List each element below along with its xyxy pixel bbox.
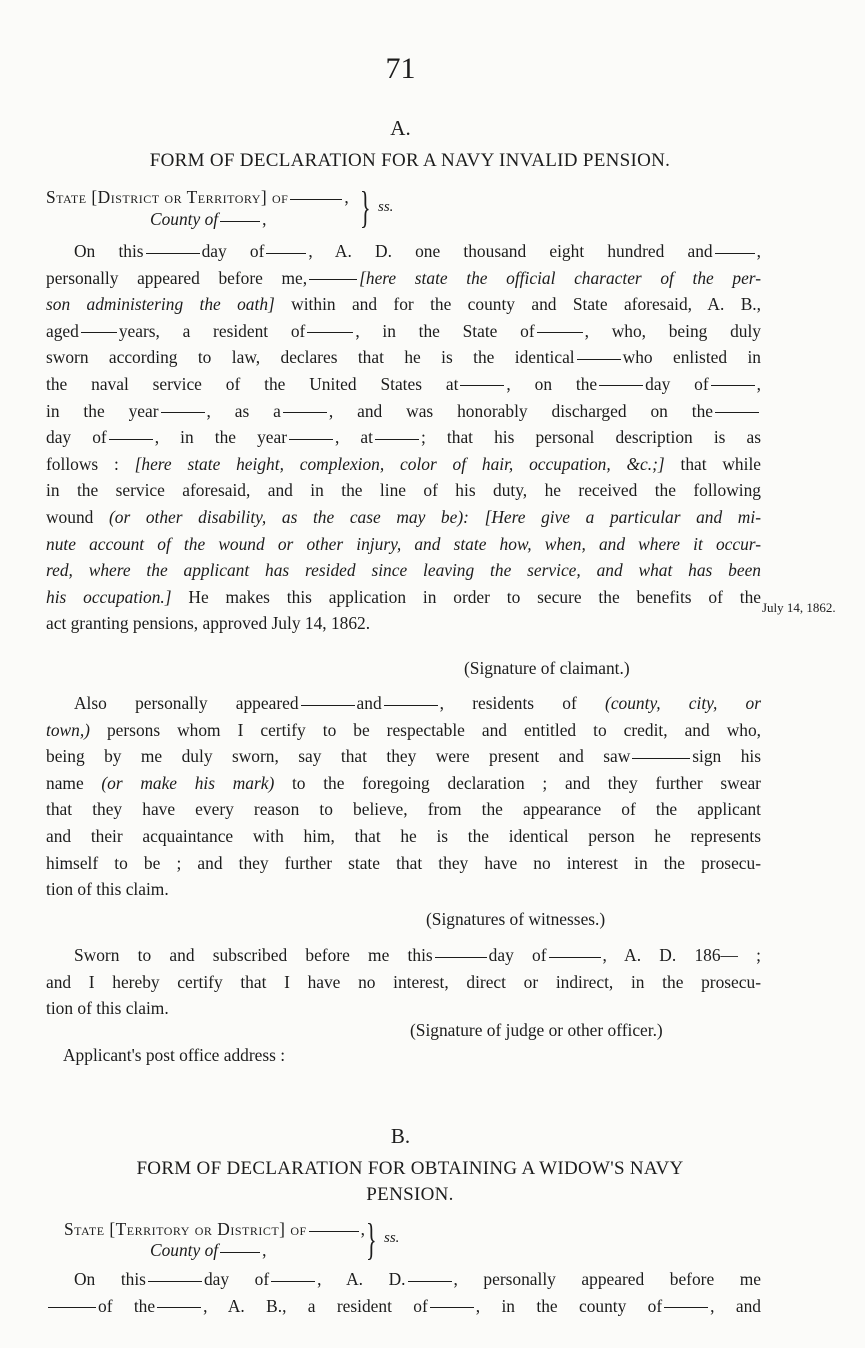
text-line: On this day of , A. D. , personally appeared before me (74, 1269, 761, 1289)
text-line: On this day of , A. D. one thousand eight hundred and , (74, 241, 761, 261)
page-number: 71 (385, 52, 416, 85)
ss-label: ss. (378, 199, 394, 215)
state-label: State [Territory or District] of (64, 1219, 307, 1239)
text-line: of the , A. B., a resident of , in the county of , and (46, 1293, 761, 1320)
text-line: act granting pensions, approved July 14, 1862. (46, 613, 371, 634)
county-label: County of (150, 209, 219, 229)
text-line: Also personally appeared and , residents of (county, city, or (74, 693, 761, 713)
blank (220, 221, 260, 222)
brace-icon: } (360, 183, 371, 232)
section-b-county-line: County of , (150, 1240, 267, 1260)
section-a-declaration (46, 238, 761, 637)
section-b-state-line: State [Territory or District] of , (64, 1219, 366, 1239)
text-line: and I hereby certify that I have no interest, direct or indirect, in the prosecu- (46, 971, 761, 992)
section-a-state-line: State [District or Territory] of , (46, 187, 350, 207)
section-a-title: FORM OF DECLARATION FOR A NAVY INVALID PENSION. (149, 150, 671, 171)
signature-witnesses: (Signatures of witnesses.) (426, 909, 606, 929)
text-line: that they have every reason to believe, from the appearance of the applicant (46, 799, 761, 820)
text-line: sworn according to law, declares that he is the identical who enlisted in (46, 347, 761, 368)
text-line: Sworn to and subscribed before me this day of , A. D. 186— ; (74, 945, 761, 965)
text-line: son administering the oath] within and for the county and State aforesaid, A. B., (46, 294, 761, 315)
section-a-witnesses (46, 690, 761, 903)
text-line: tion of this claim. (46, 998, 169, 1019)
text-line: his occupation.] He makes this application in order to secure the benefits of the (46, 586, 761, 607)
section-a-label: A. (390, 116, 411, 140)
text-line: red, where the applicant has resided since leaving the service, and what has been (46, 560, 761, 581)
brace-icon: } (366, 1215, 377, 1264)
signature-judge: (Signature of judge or other officer.) (410, 1020, 663, 1040)
text-line: town,) persons whom I certify to be respectable and entitled to credit, and who, (46, 719, 761, 740)
text-line: name (or make his mark) to the foregoing declaration ; and they further swear (46, 772, 761, 793)
state-label: State [District or Territory] of (46, 187, 289, 207)
county-label: County of (150, 1240, 219, 1260)
text-line: aged years, a resident of , in the State of , who, being duly (46, 320, 762, 341)
text-line: the naval service of the United States at , on the day of , (46, 373, 761, 394)
section-b-title-line: PENSION. (366, 1184, 454, 1205)
section-b-title-line: FORM OF DECLARATION FOR OBTAINING A WIDOW'S NAVY (136, 1158, 684, 1179)
blank (220, 1252, 260, 1253)
text-line: day of , in the year , at ; that his personal description is as (46, 427, 761, 448)
blank (309, 1231, 359, 1232)
section-b-label: B. (390, 1124, 411, 1148)
post-office-address: Applicant's post office address : (63, 1045, 286, 1065)
text-line: follows : [here state height, complexion, color of hair, occupation, &c.;] that while (46, 453, 762, 474)
section-a-county-line: County of , (150, 209, 267, 229)
section-a-jurat (46, 942, 761, 1022)
section-b-title (60, 1156, 760, 1208)
blank (290, 199, 342, 200)
text-line: wound (or other disability, as the case may be): [Here give a particular and mi- (46, 506, 761, 527)
ss-label: ss. (384, 1230, 400, 1246)
text-line: in the year , as a , and was honorably discharged on the (46, 398, 761, 425)
text-line: being by me duly sworn, say that they were present and saw sign his (46, 746, 761, 767)
text-line: tion of this claim. (46, 879, 169, 900)
section-b-declaration (46, 1266, 761, 1319)
text-line: himself to be ; and they further state that they have no interest in the prosecu- (46, 852, 761, 873)
margin-note: July 14, 1862. (762, 600, 836, 615)
text-line: nute account of the wound or other injury, and state how, when, and where it occur- (46, 533, 761, 554)
text-line: personally appeared before me, [here state the official character of the per- (46, 267, 761, 288)
text-line: and their acquaintance with him, that he is the identical person he represents (46, 825, 761, 846)
signature-claimant: (Signature of claimant.) (464, 658, 630, 678)
text-line: in the service aforesaid, and in the line of his duty, he received the following (46, 480, 761, 501)
